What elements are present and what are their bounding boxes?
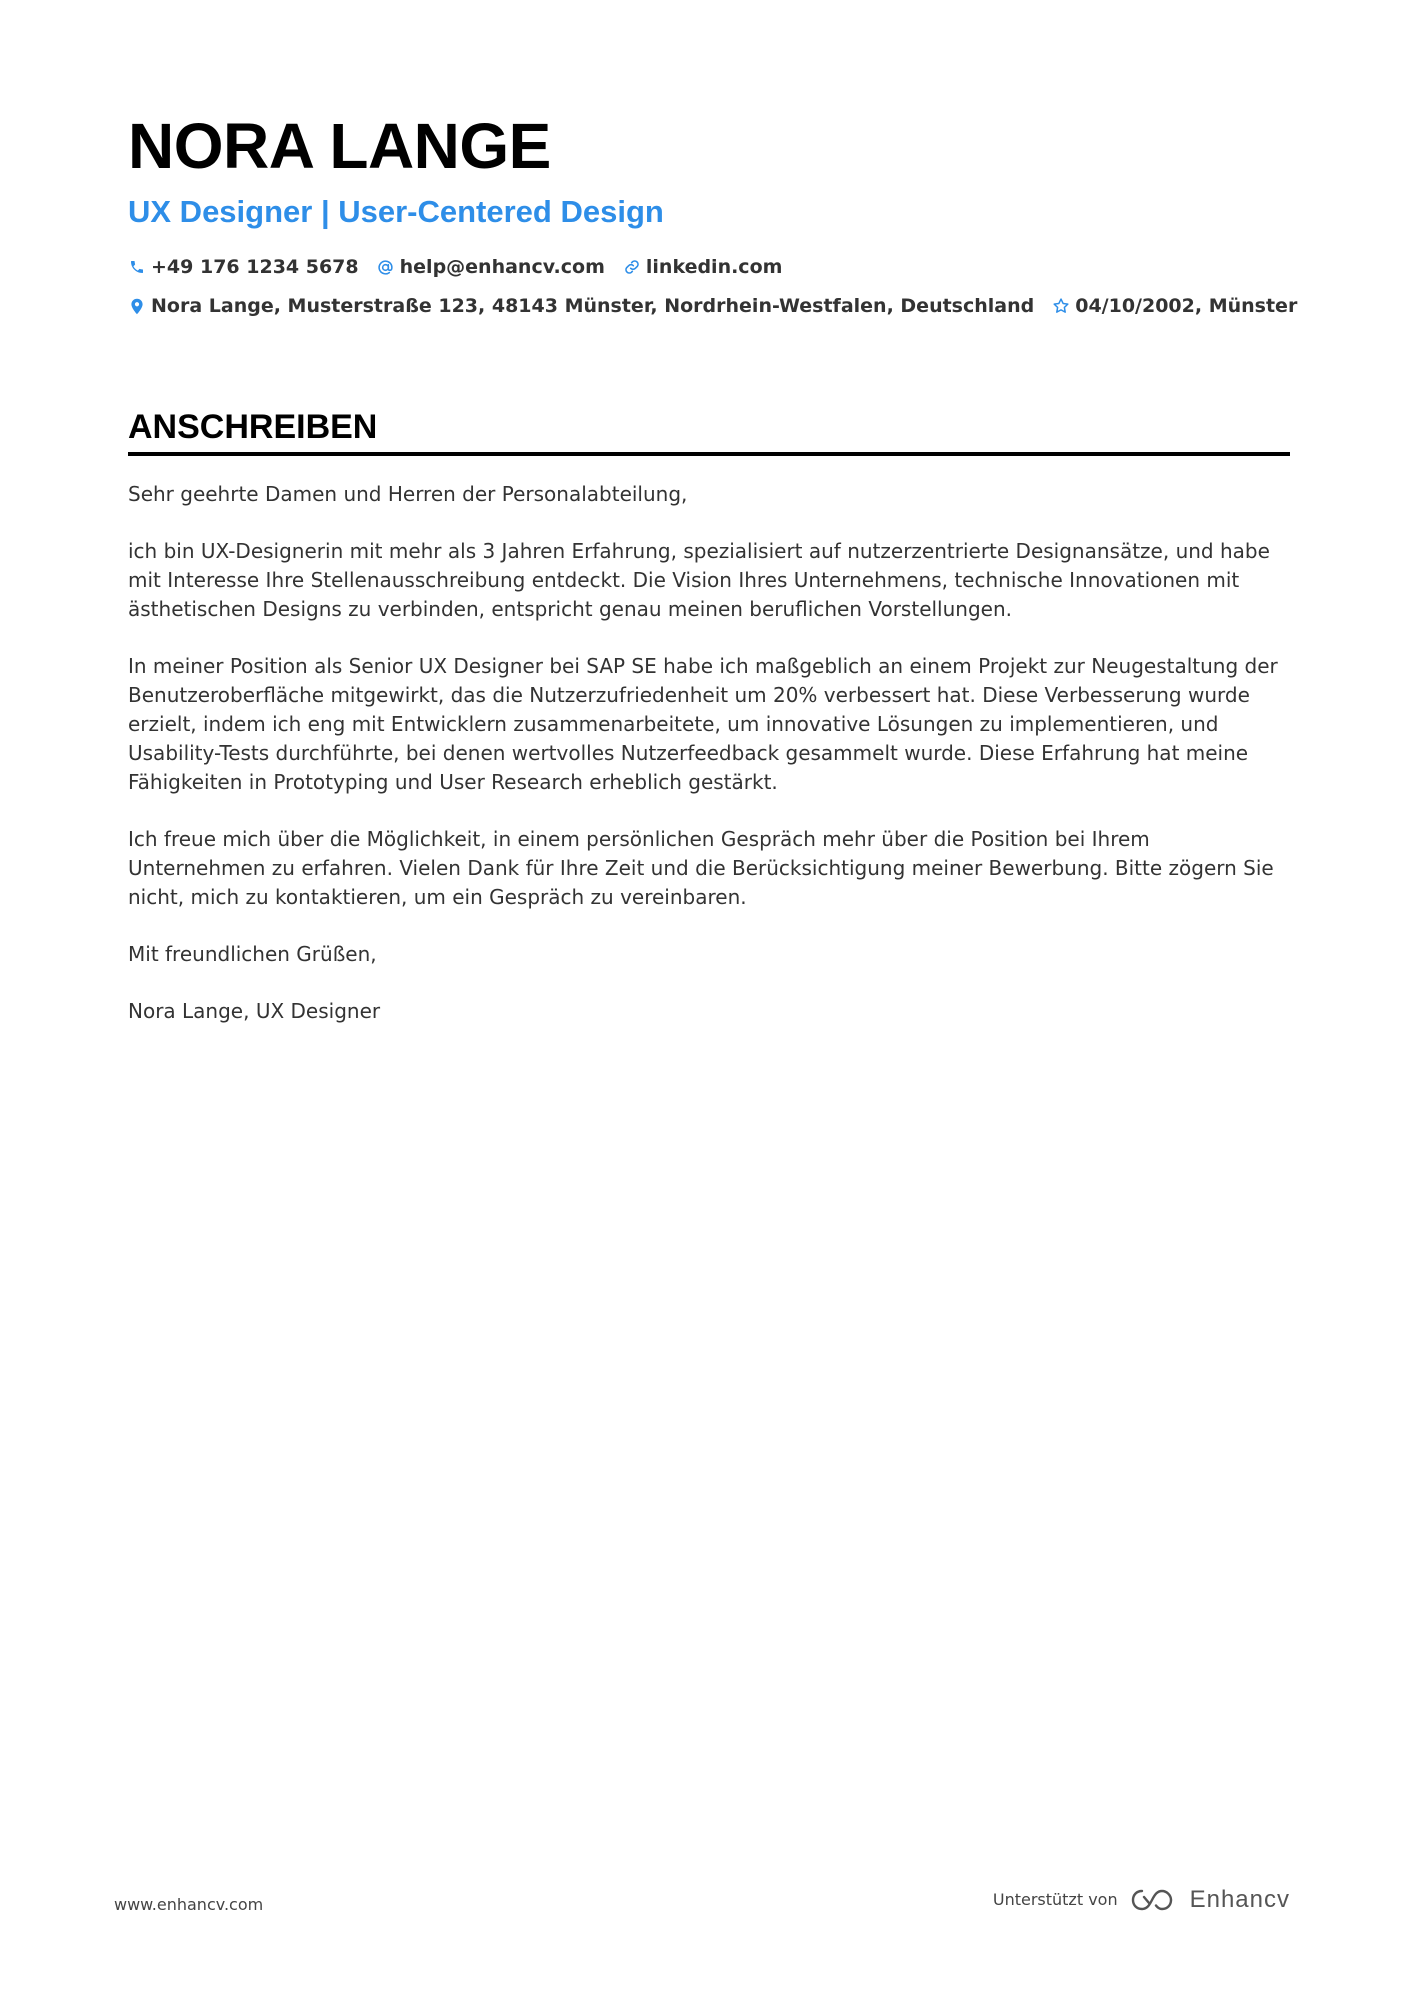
letter-closing: Mit freundlichen Grüßen, [128,942,377,966]
letter-paragraph: In meiner Position als Senior UX Designer bei SAP SE habe ich maßgeblich an einem Projekt zur Neugestaltung der Benutzeroberfläche mitgewirkt, das die Nutzerzufriedenheit um 20% verbessert hat. Diese Verbesserung wurde erzielt, indem ich eng mit Entwicklern zusammenarbeitete, um innovative Lösungen zu implementieren, und Usability-Tests durchführte, bei denen wertvolles Nutzerfeedback gesammelt wurde. Diese Erfahrung hat meine Fähigkeiten in Prototyping und User Research erheblich gestärkt. [128,654,1278,794]
candidate-headline: UX Designer | User-Centered Design [128,194,664,229]
contact-row-primary [128,254,1288,280]
powered-by-label: Unterstützt von [992,1890,1118,1909]
link-icon [623,258,641,276]
contact-address [128,293,1034,319]
resume-header [128,108,1298,319]
contact-address-text: Nora Lange, Musterstraße 123, 48143 Münster, Nordrhein-Westfalen, Deutschland [151,295,1035,317]
letter-body [128,480,1290,1026]
contact-phone-text: +49 176 1234 5678 [151,256,359,278]
at-icon [377,258,395,276]
letter-paragraph: Ich freue mich über die Möglichkeit, in einem persönlichen Gespräch mehr über die Position bei Ihrem Unternehmen zu erfahren. Vielen Dank für Ihre Zeit und die Berücksichtigung meiner Bewerbung. Bitte zögern Sie nicht, mich zu kontaktieren, um ein Gespräch zu vereinbaren. [128,827,1274,909]
contact-row-secondary [128,293,1298,319]
contact-linkedin-text: linkedin.com [645,256,783,278]
letter-salutation: Sehr geehrte Damen und Herren der Personalabteilung, [128,482,688,506]
letter-paragraph: ich bin UX-Designerin mit mehr als 3 Jahren Erfahrung, spezialisiert auf nutzerzentrierte Designansätze, und habe mit Interesse Ihre Stellenausschreibung entdeckt. Die Vision Ihres Unternehmens, technische Innovationen mit ästhetischen Designs zu verbinden, entspricht genau meinen beruflichen Vorstellungen. [128,539,1270,621]
star-icon [1052,297,1070,315]
contact-phone[interactable] [128,254,359,280]
location-pin-icon [128,297,146,315]
candidate-name: NORA LANGE [128,110,551,182]
footer-website-link[interactable]: www.enhancv.com [114,1895,264,1914]
letter-signature: Nora Lange, UX Designer [128,999,381,1023]
contact-email[interactable] [377,254,605,280]
cover-letter-section [128,406,1290,1054]
enhancv-logo-icon [1130,1887,1176,1913]
contact-linkedin[interactable] [623,254,783,280]
contact-email-text: help@enhancv.com [399,256,605,278]
phone-icon [128,258,146,276]
section-divider [128,452,1290,456]
footer-branding[interactable] [993,1886,1290,1914]
section-title: ANSCHREIBEN [128,408,378,446]
contact-birth [1052,293,1297,319]
enhancv-wordmark: Enhancv [1189,1886,1290,1913]
contact-birth-text: 04/10/2002, Münster [1075,295,1298,317]
